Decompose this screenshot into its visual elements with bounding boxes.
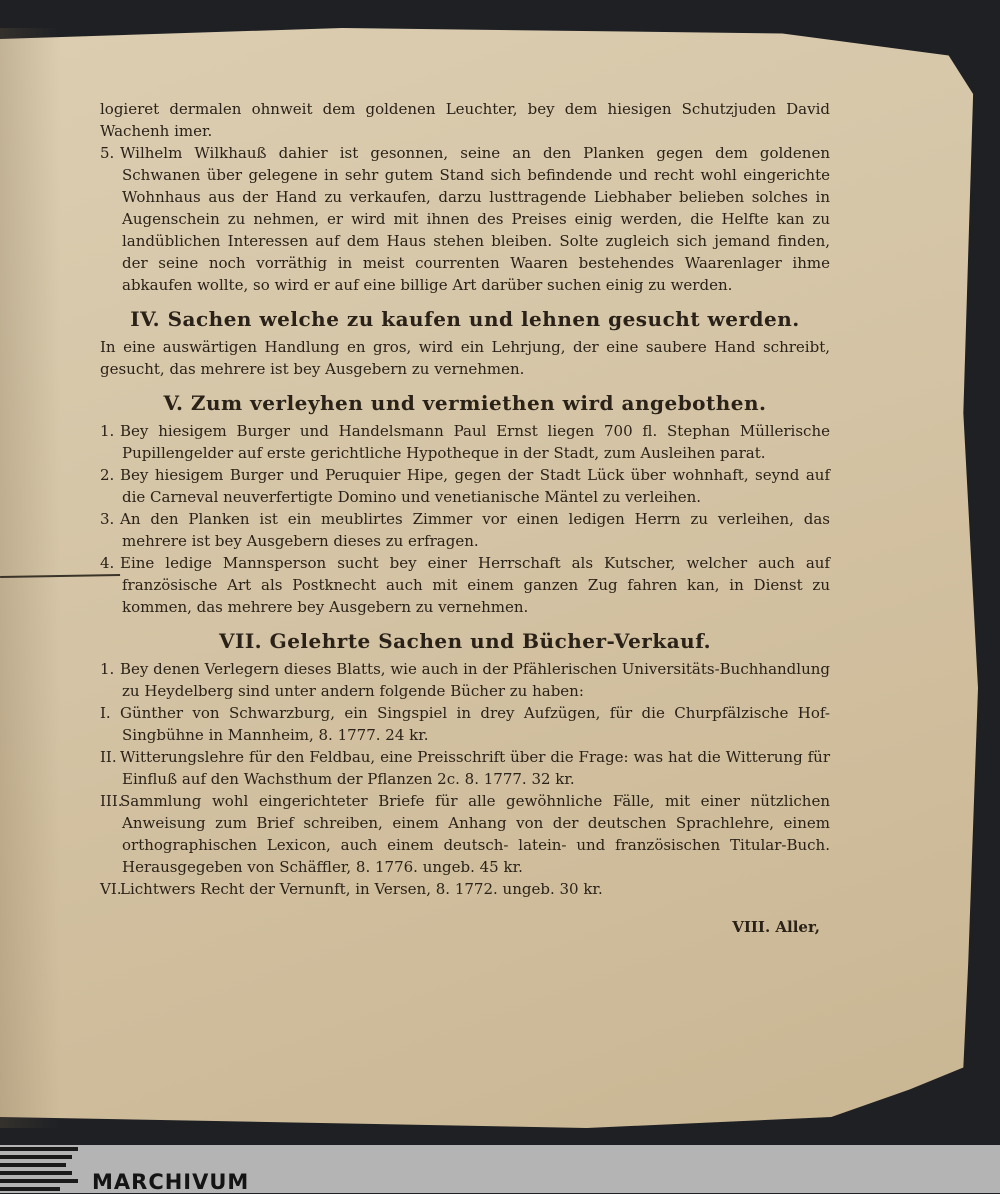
section-5-item <box>100 420 830 464</box>
item-number: 1. <box>100 422 115 440</box>
section-5-item <box>100 508 830 552</box>
section-5-heading: V. Zum verleyhen und vermiethen wird angebothen. <box>163 391 767 415</box>
item-text: Eine ledige Mannsperson sucht bey einer Herrschaft als Kutscher, welcher auch auf französische Art als Postknecht auch mit einem ganzen Zug fahren kan, in Dienst zu kommen, das mehrere bey Ausgebern zu vernehmen. <box>120 554 830 616</box>
book-text: Günther von Schwarzburg, ein Singspiel in drey Aufzügen, für die Churpfälzische Hof-Singbühne in Mannheim, 8. 1777. 24 kr. <box>120 704 830 744</box>
item-text: Bey hiesigem Burger und Handelsmann Paul Ernst liegen 700 fl. Stephan Müllerische Pupillengelder auf erste gerichtliche Hypotheque in der Stadt, zum Ausleihen parat. <box>120 422 830 462</box>
book-entry <box>100 746 830 790</box>
item-text: Bey denen Verlegern dieses Blatts, wie auch in der Pfählerischen Universitäts-Buchhandlung zu Heydelberg sind unter andern folgende Bücher zu haben: <box>120 660 830 700</box>
book-text: Sammlung wohl eingerichteter Briefe für alle gewöhnliche Fälle, mit einer nützlichen Anweisung zum Brief schreiben, einem Anhang von der deutschen Sprachlehre, einem orthographischen Lexicon, auch einem deutsch- latein- und französischen Titular-Buch. Herausgegeben von Schäffler, 8. 1776. ungeb. 45 kr. <box>120 792 830 876</box>
section-4-heading: IV. Sachen welche zu kaufen und lehnen gesucht werden. <box>130 307 800 331</box>
book-entry <box>100 878 830 900</box>
item-number: 3. <box>100 510 115 528</box>
section-7-heading: VII. Gelehrte Sachen und Bücher-Verkauf. <box>218 629 712 653</box>
intro-paragraph: logieret dermalen ohnweit dem goldenen Leuchter, bey dem hiesigen Schutzjuden David Wachenh imer. <box>100 100 830 140</box>
item-5 <box>100 142 830 296</box>
catchword: VIII. Aller, <box>732 918 820 936</box>
item-number: 5. <box>100 144 115 162</box>
item-text: Bey hiesigem Burger und Peruquier Hipe, gegen der Stadt Lück über wohnhaft, seynd auf die Carneval neuverfertigte Domino und venetianische Mäntel zu verleihen. <box>120 466 830 506</box>
marchivum-logo-icon <box>0 1145 80 1193</box>
book-number: II. <box>100 748 117 766</box>
book-number: III. <box>100 792 123 810</box>
section-5-item <box>100 552 830 618</box>
item-number: 4. <box>100 554 115 572</box>
item-number: 1. <box>100 660 115 678</box>
book-number: VI. <box>100 880 122 898</box>
footer-brand: MARCHIVUM <box>92 1170 250 1194</box>
item-text: Wilhelm Wilkhauß dahier ist gesonnen, seine an den Planken gegen dem goldenen Schwanen über gelegene in sehr gutem Stand sich befindende und recht wohl eingerichte Wohnhaus aus der Hand zu verkaufen, darzu lusttragende Liebhaber belieben solches in Augenschein zu nehmen, er wird mit ihnen des Preises einig werden, die Helfte kan zu landüblichen Interessen auf dem Haus stehen bleiben. Solte zugleich sich jemand finden, der seine noch vorräthig in meist courrenten Waaren bestehendes Waarenlager ihme abkaufen wollte, so wird er auf eine billige Art darüber suchen einig zu werden. <box>120 144 830 294</box>
book-entry <box>100 702 830 746</box>
item-text: An den Planken ist ein meublirtes Zimmer vor einen ledigen Herrn zu verleihen, das mehrere ist bey Ausgebern dieses zu erfragen. <box>120 510 830 550</box>
book-text: Witterungslehre für den Feldbau, eine Preisschrift über die Frage: was hat die Witterung für Einfluß auf den Wachsthum der Pflanzen 2c. 8. 1777. 32 kr. <box>120 748 830 788</box>
document-text <box>100 98 830 938</box>
section-4-text: In eine auswärtigen Handlung en gros, wird ein Lehrjung, der eine saubere Hand schreibt, gesucht, das mehrere ist bey Ausgebern zu vernehmen. <box>100 338 830 378</box>
book-number: I. <box>100 704 111 722</box>
book-text: Lichtwers Recht der Vernunft, in Versen, 8. 1772. ungeb. 30 kr. <box>120 880 603 898</box>
section-7-intro <box>100 658 830 702</box>
item-number: 2. <box>100 466 115 484</box>
book-entry <box>100 790 830 878</box>
section-5-item <box>100 464 830 508</box>
